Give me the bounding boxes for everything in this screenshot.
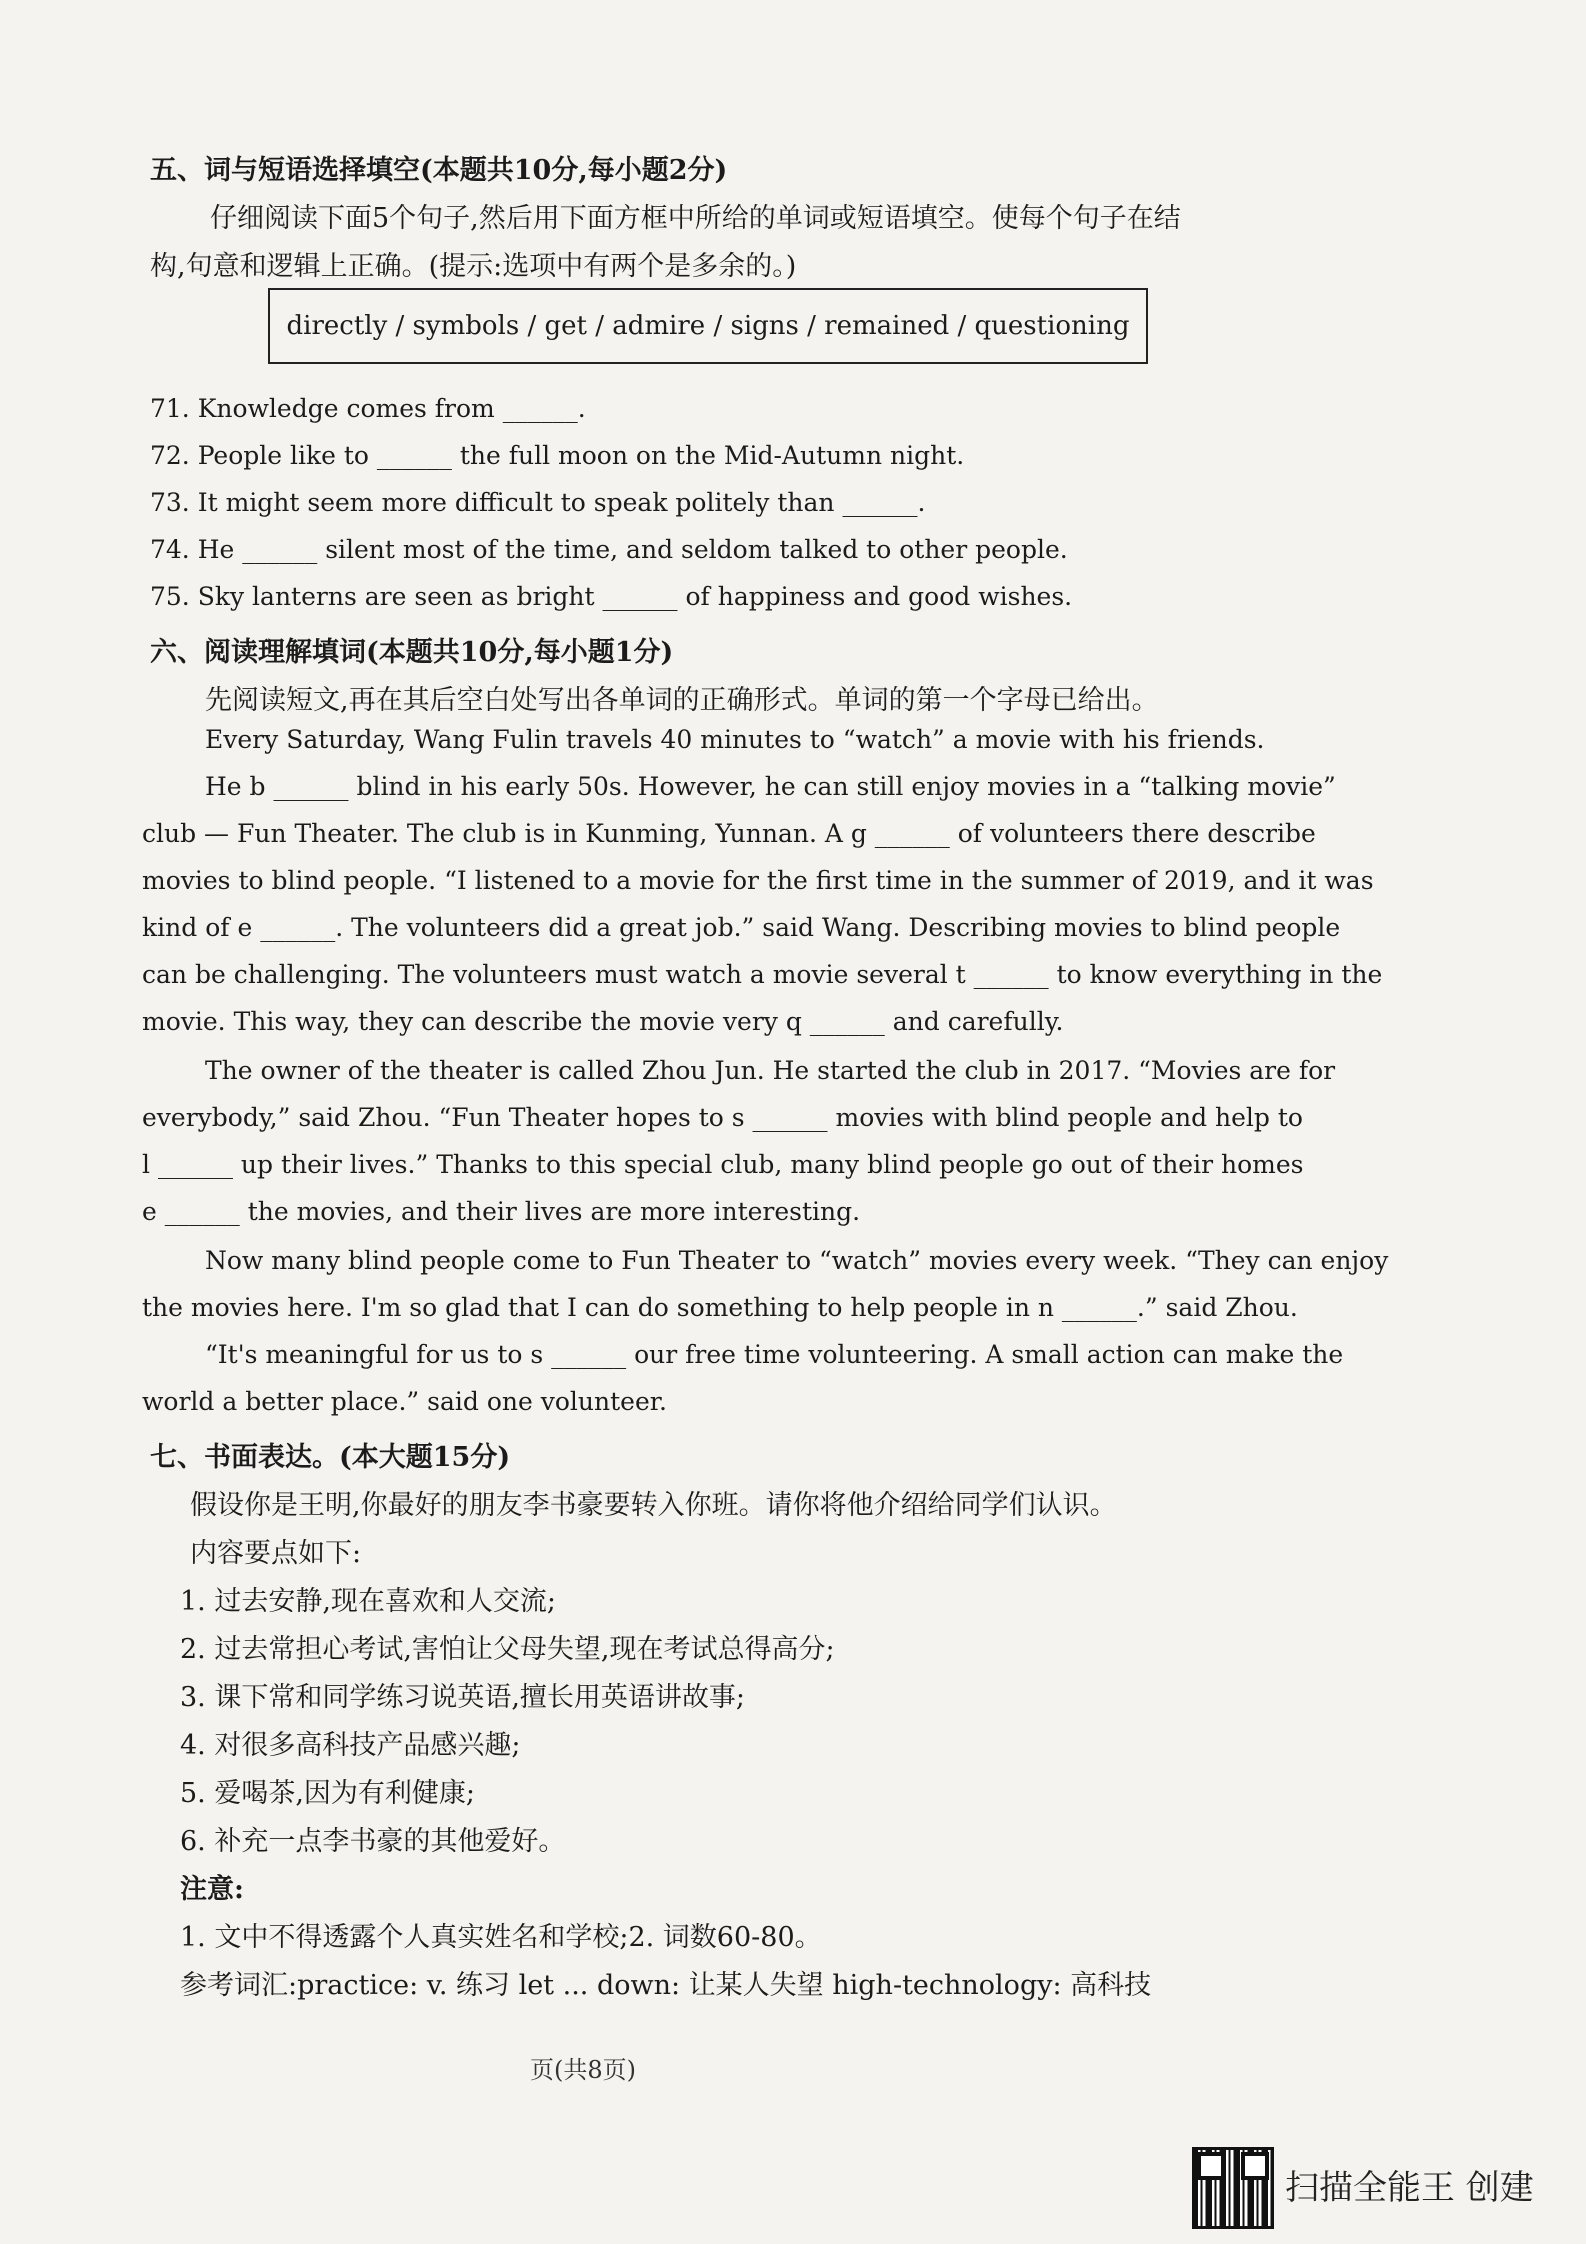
section-5-instruction-cont: 构,句意和逻辑上正确。(提示:选项中有两个是多余的。) bbox=[150, 251, 797, 282]
passage-line: kind of e ______. The volunteers did a great job.” said Wang. Describing movies to blind people bbox=[142, 913, 1341, 942]
scanner-watermark: 扫描全能王 创建 bbox=[1285, 2168, 1534, 2208]
point-item: 4. 对很多高科技产品感兴趣; bbox=[180, 1730, 521, 1761]
section-5-title: 五、词与短语选择填空(本题共10分,每小题2分) bbox=[150, 155, 728, 186]
section-7-title: 七、书面表达。(本大题15分) bbox=[150, 1442, 511, 1473]
passage-line: “It's meaningful for us to s ______ our free time volunteering. A small action can make the bbox=[205, 1340, 1344, 1369]
question-71: 71. Knowledge comes from ______. bbox=[150, 394, 586, 423]
passage-line: Every Saturday, Wang Fulin travels 40 minutes to “watch” a movie with his friends. bbox=[205, 725, 1265, 754]
passage-line: e ______ the movies, and their lives are more interesting. bbox=[142, 1197, 861, 1226]
note-label: 注意: bbox=[180, 1874, 244, 1905]
passage-line: He b ______ blind in his early 50s. However, he can still enjoy movies in a “talking movie” bbox=[205, 772, 1336, 801]
section-6-title: 六、阅读理解填词(本题共10分,每小题1分) bbox=[150, 637, 674, 668]
vocab-reference: 参考词汇:practice: v. 练习 let ... down: 让某人失望 high-technology: 高科技 bbox=[180, 1970, 1152, 2001]
point-item: 5. 爱喝茶,因为有利健康; bbox=[180, 1778, 476, 1809]
point-item: 3. 课下常和同学练习说英语,擅长用英语讲故事; bbox=[180, 1682, 746, 1713]
section-6-instruction: 先阅读短文,再在其后空白处写出各单词的正确形式。单词的第一个字母已给出。 bbox=[205, 685, 1159, 716]
point-item: 2. 过去常担心考试,害怕让父母失望,现在考试总得高分; bbox=[180, 1634, 835, 1665]
question-72: 72. People like to ______ the full moon on the Mid-Autumn night. bbox=[150, 441, 965, 470]
point-item: 6. 补充一点李书豪的其他爱好。 bbox=[180, 1826, 566, 1857]
points-label: 内容要点如下: bbox=[190, 1538, 362, 1569]
qr-code-icon bbox=[1195, 2150, 1271, 2226]
passage-line: can be challenging. The volunteers must watch a movie several t ______ to know everything in the bbox=[142, 960, 1383, 989]
page-footer: 页(共8页) bbox=[530, 2056, 636, 2084]
question-73: 73. It might seem more difficult to speak politely than ______. bbox=[150, 488, 926, 517]
section-5-instruction: 仔细阅读下面5个句子,然后用下面方框中所给的单词或短语填空。使每个句子在结 bbox=[210, 203, 1181, 234]
question-74: 74. He ______ silent most of the time, and seldom talked to other people. bbox=[150, 535, 1068, 564]
passage-line: world a better place.” said one volunteer. bbox=[142, 1387, 667, 1416]
point-item: 1. 过去安静,现在喜欢和人交流; bbox=[180, 1586, 557, 1617]
passage-line: movies to blind people. “I listened to a movie for the first time in the summer of 2019, and it was bbox=[142, 866, 1374, 895]
passage-line: club — Fun Theater. The club is in Kunming, Yunnan. A g ______ of volunteers there describe bbox=[142, 819, 1316, 848]
passage-line: everybody,” said Zhou. “Fun Theater hopes to s ______ movies with blind people and help to bbox=[142, 1103, 1303, 1132]
passage-line: The owner of the theater is called Zhou Jun. He started the club in 2017. “Movies are for bbox=[205, 1056, 1336, 1085]
question-75: 75. Sky lanterns are seen as bright ______ of happiness and good wishes. bbox=[150, 582, 1073, 611]
writing-prompt: 假设你是王明,你最好的朋友李书豪要转入你班。请你将他介绍给同学们认识。 bbox=[190, 1490, 1117, 1521]
passage-line: the movies here. I'm so glad that I can do something to help people in n ______.” said Zhou. bbox=[142, 1293, 1298, 1322]
note-text: 1. 文中不得透露个人真实姓名和学校;2. 词数60-80。 bbox=[180, 1922, 822, 1953]
passage-line: movie. This way, they can describe the movie very q ______ and carefully. bbox=[142, 1007, 1064, 1036]
passage-line: Now many blind people come to Fun Theater to “watch” movies every week. “They can enjoy bbox=[205, 1246, 1389, 1275]
word-choice-box bbox=[268, 288, 1148, 364]
passage-line: l ______ up their lives.” Thanks to this special club, many blind people go out of their homes bbox=[142, 1150, 1304, 1179]
word-choice-list: directly / symbols / get / admire / signs / remained / questioning bbox=[286, 311, 1130, 341]
